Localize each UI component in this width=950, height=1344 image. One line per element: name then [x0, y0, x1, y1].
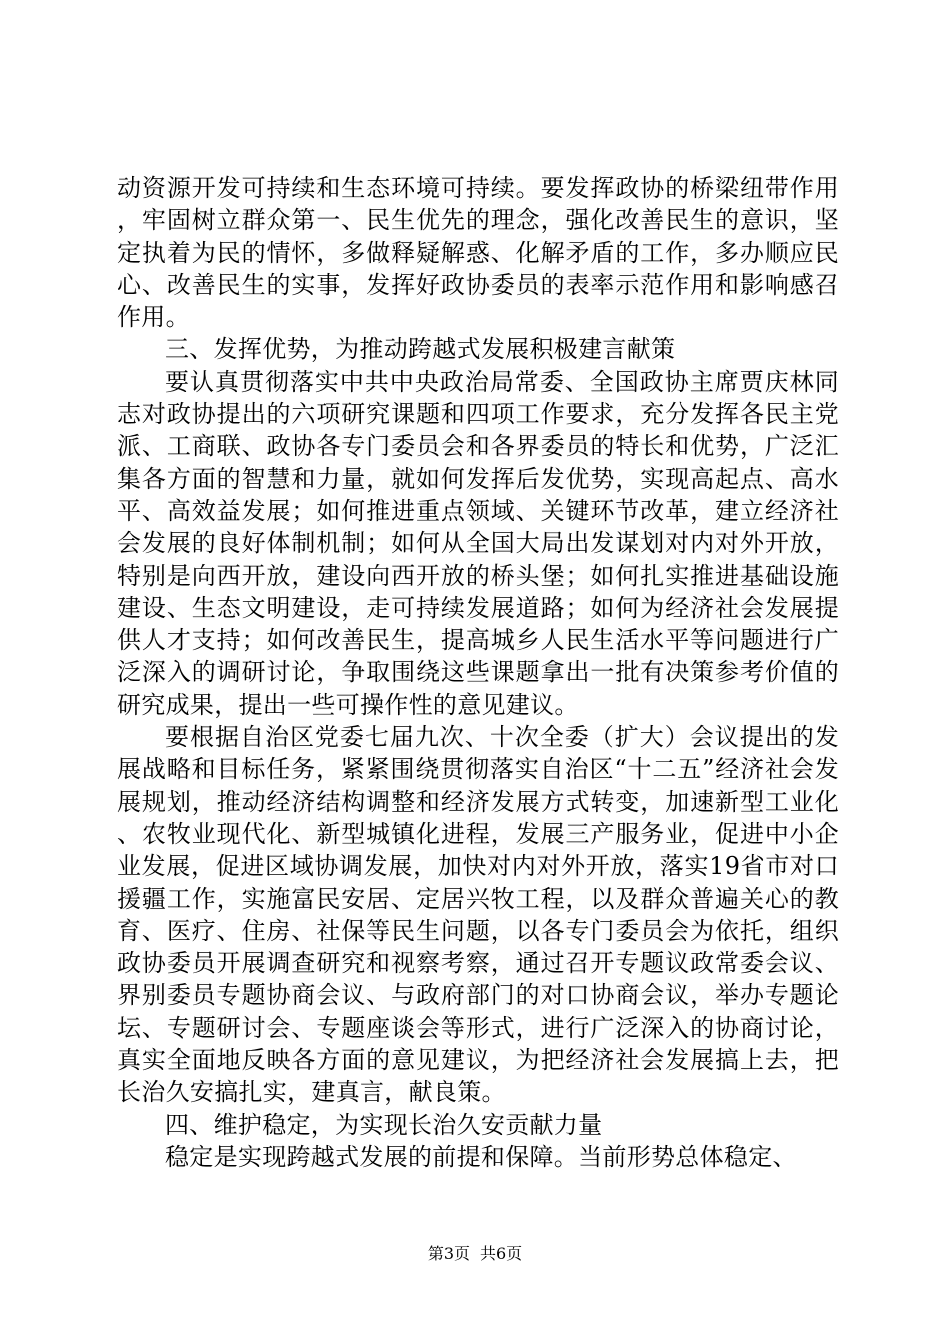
paragraph-stability: 稳定是实现跨越式发展的前提和保障。当前形势总体稳定、 — [165, 1142, 797, 1171]
page-footer — [0, 1244, 950, 1264]
paragraph-continuation: 动资源开发可持续和生态环境可持续。要发挥政协的桥梁纽带作用，牢固树立群众第一、民生优先的理念，强化改善民生的意识，坚定执着为民的情怀，多做释疑解惑、化解矛盾的工作，多办顺应民心、改善民生的实事，发挥好政协委员的表率示范作用和影响感召作用。 — [117, 174, 839, 332]
paragraph-development-strategy: 要根据自治区党委七届九次、十次全委（扩大）会议提出的发展战略和目标任务，紧紧围绕贯彻落实自治区“十二五”经济社会发展规划，推动经济结构调整和经济发展方式转变，加速新型工业化、农牧业现代化、新型城镇化进程，发展三产服务业，促进中小企业发展，促进区域协调发展，加快对内对外开放，落实19省市对口援疆工作，实施富民安居、定居兴牧工程，以及群众普遍关心的教育、医疗、住房、社保等民生问题，以各专门委员会为依托，组织政协委员开展调查研究和视察考察，通过召开专题议政常委会议、界别委员专题协商会议、与政府部门的对口协商会议，举办专题论坛、专题研讨会、专题座谈会等形式，进行广泛深入的协商讨论，真实全面地反映各方面的意见建议，为把经济社会发展搞上去，把长治久安搞扎实，建真言，献良策。 — [117, 723, 839, 1107]
page-number: 第3页 — [427, 1244, 470, 1263]
section-heading-three: 三、发挥优势，为推动跨越式发展积极建言献策 — [165, 335, 676, 364]
document-body — [117, 172, 839, 1173]
paragraph-research-topics: 要认真贯彻落实中共中央政治局常委、全国政协主席贾庆林同志对政协提出的六项研究课题和四项工作要求，充分发挥各民主党派、工商联、政协各专门委员会和各界委员的特长和优势，广泛汇集各方面的智慧和力量，就如何发挥后发优势，实现高起点、高水平、高效益发展；如何推进重点领域、关键环节改革，建立经济社会发展的良好体制机制；如何从全国大局出发谋划对内对外开放，特别是向西开放，建设向西开放的桥头堡；如何扎实推进基础设施建设、生态文明建设，走可持续发展道路；如何为经济社会发展提供人才支持；如何改善民生，提高城乡人民生活水平等问题进行广泛深入的调研讨论，争取围绕这些课题拿出一批有决策参考价值的研究成果，提出一些可操作性的意见建议。 — [117, 367, 839, 719]
page-total: 共6页 — [480, 1244, 523, 1263]
section-heading-four: 四、维护稳定，为实现长治久安贡献力量 — [165, 1110, 603, 1139]
